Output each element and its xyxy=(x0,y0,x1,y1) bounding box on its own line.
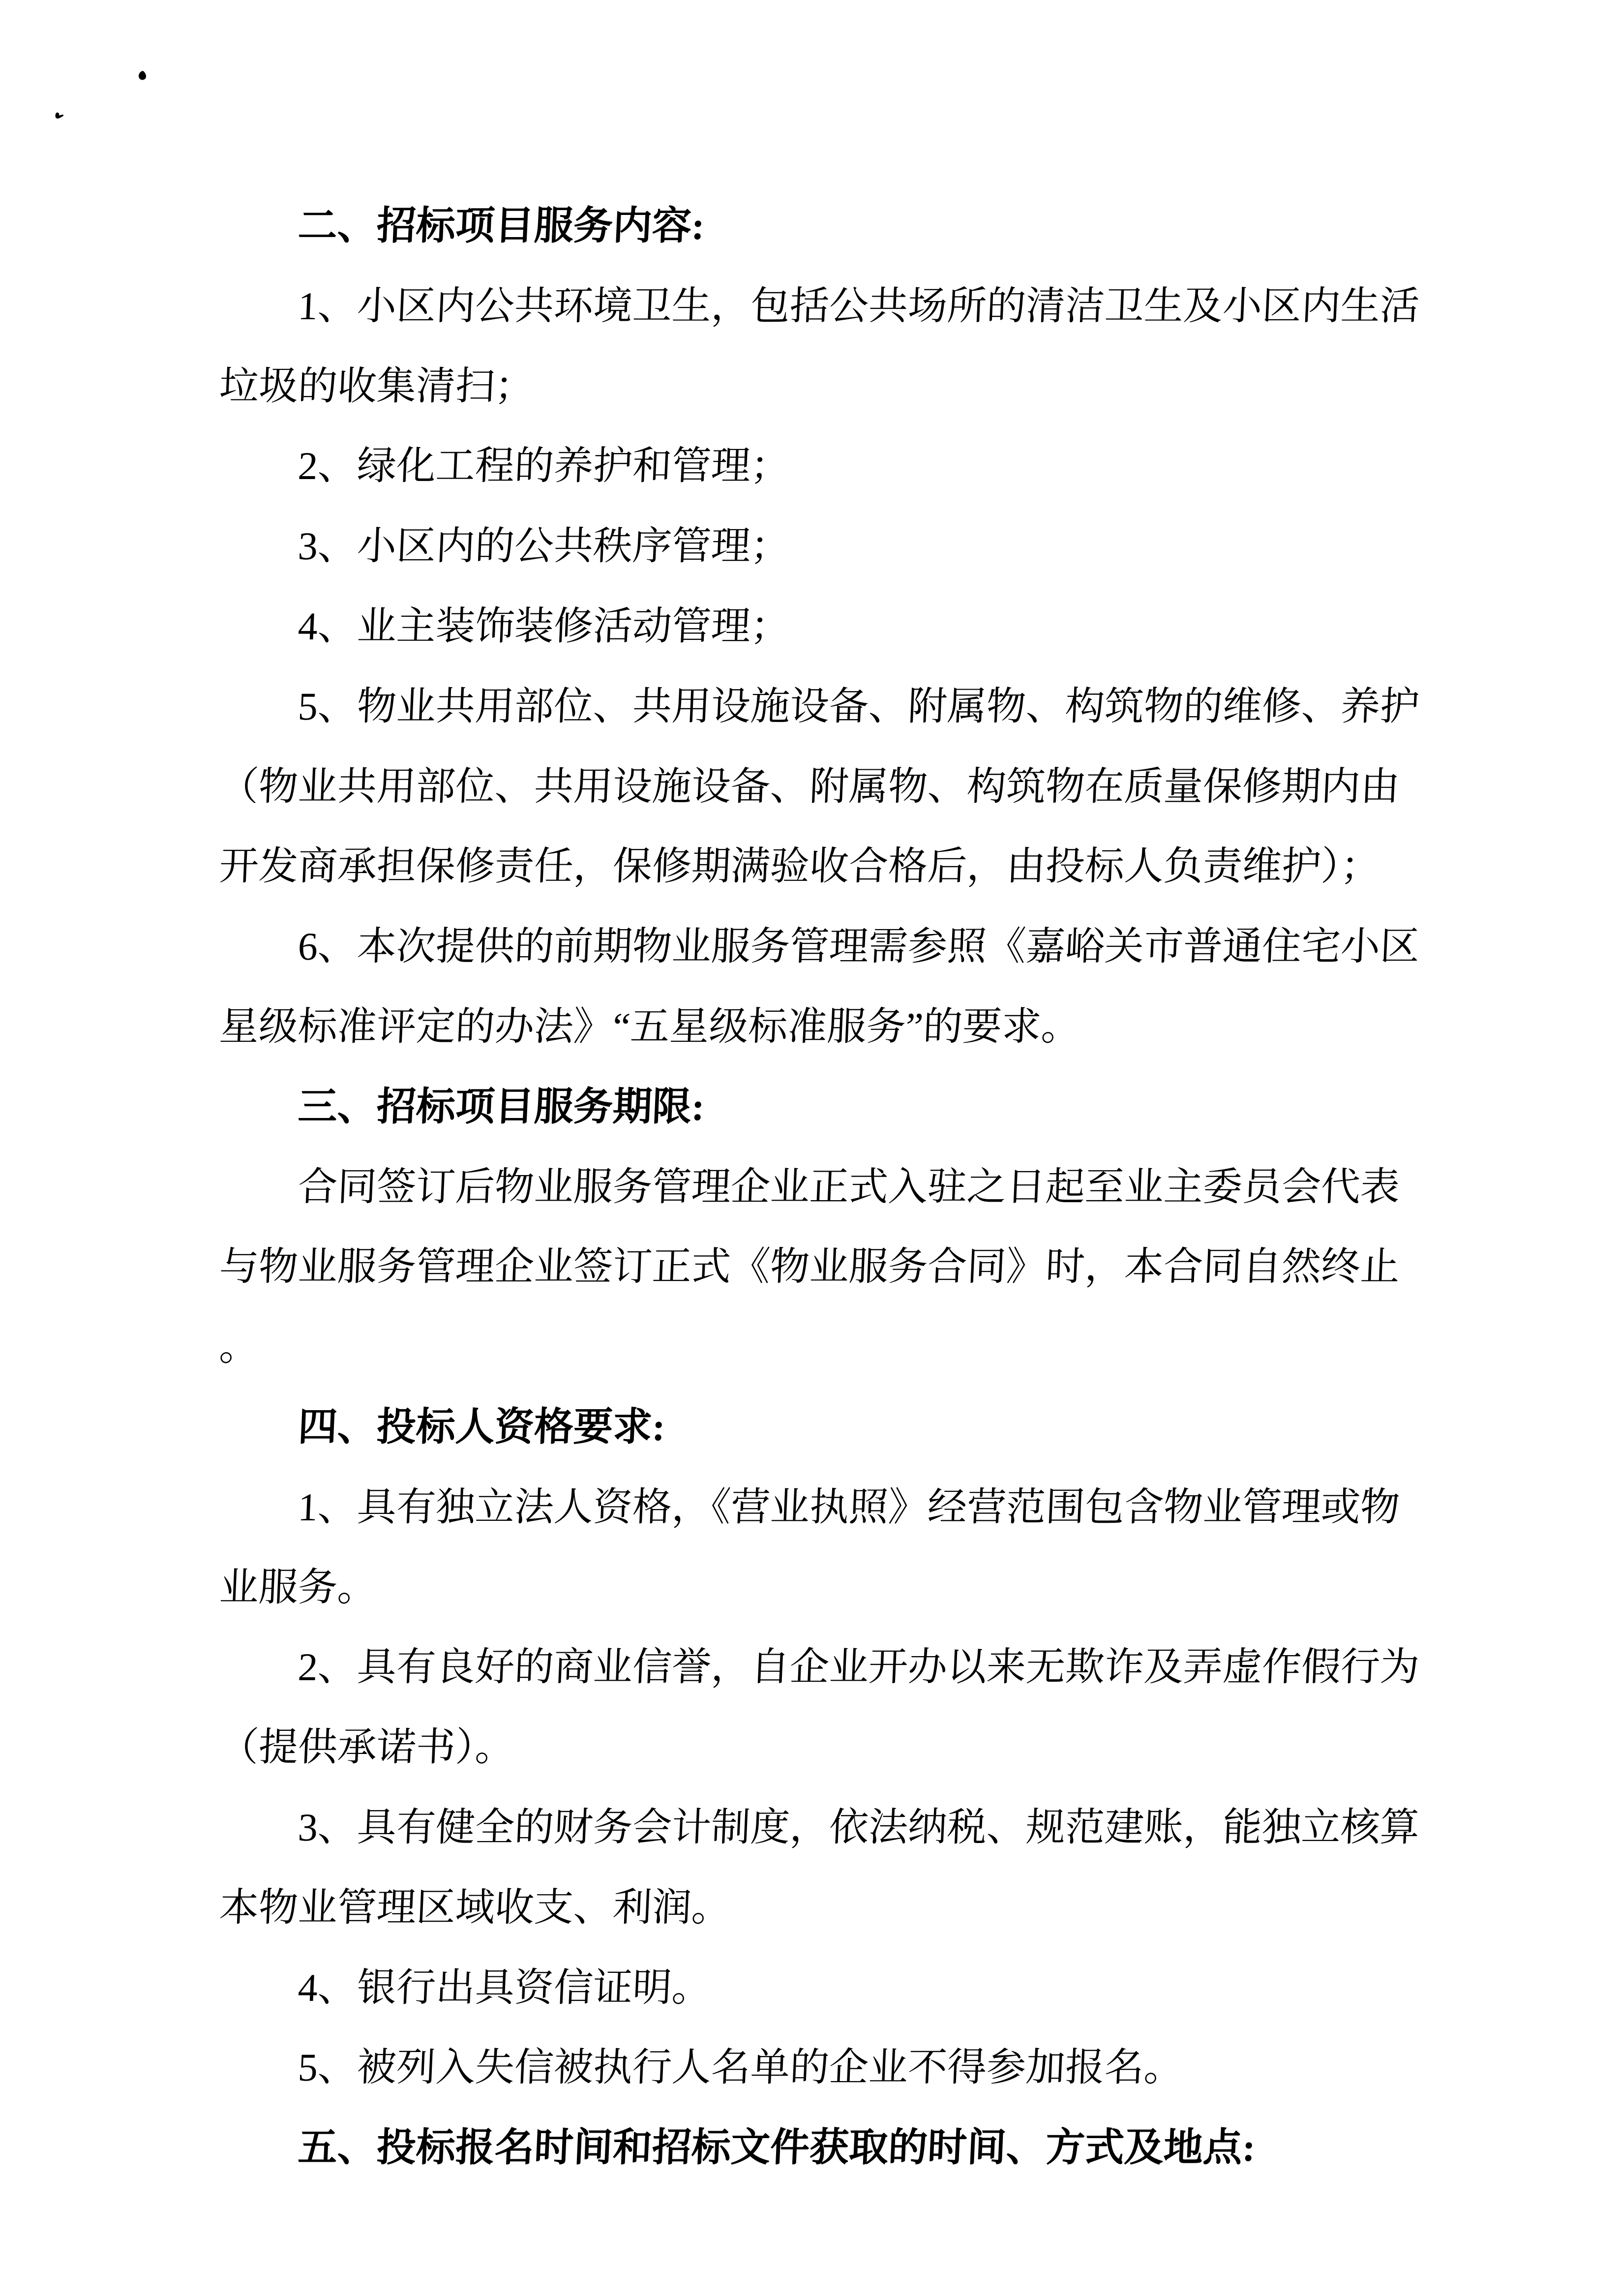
text-line: 2、绿化工程的养护和管理； xyxy=(297,445,791,488)
text-line: 5、被列入失信被执行人名单的企业不得参加报名。 xyxy=(297,2046,1184,2090)
text-line: （提供承诺书）。 xyxy=(218,1726,515,1770)
text-line: 垃圾的收集清扫； xyxy=(218,364,535,408)
text-line: 合同签订后物业服务管理企业正式入驻之日起至业主委员会代表 xyxy=(297,1165,1401,1209)
text-line: 1、具有独立法人资格，《营业执照》经营范围包含物业管理或物 xyxy=(297,1485,1401,1529)
text-line: 5、物业共用部位、共用设施设备、附属物、构筑物的维修、养护 xyxy=(297,685,1420,728)
section-heading: 五、投标报名时间和招标文件获取的时间、方式及地点: xyxy=(297,2126,1257,2170)
text-line: 本物业管理区域收支、利润。 xyxy=(218,1886,732,1930)
text-line: 2、具有良好的商业信誉，自企业开办以来无欺诈及弄虚作假行为 xyxy=(297,1646,1420,1690)
text-line: 。 xyxy=(218,1326,260,1369)
text-line: （物业共用部位、共用设施设备、附属物、构筑物在质量保修期内由 xyxy=(218,765,1401,809)
text-line: 开发商承担保修责任，保修期满验收合格后，由投标人负责维护）； xyxy=(218,845,1381,889)
ink-speck-icon xyxy=(55,112,64,120)
text-line: 4、银行出具资信证明。 xyxy=(297,1966,712,2010)
section-heading: 二、招标项目服务内容: xyxy=(297,205,706,248)
section-heading: 四、投标人资格要求: xyxy=(297,1405,666,1449)
text-line: 与物业服务管理企业签订正式《物业服务合同》时，本合同自然终止 xyxy=(218,1245,1401,1289)
ink-speck-icon xyxy=(138,71,147,80)
document-body xyxy=(219,186,1469,2188)
text-line: 3、小区内的公共秩序管理； xyxy=(297,525,791,569)
text-line: 1、小区内公共环境卫生，包括公共场所的清洁卫生及小区内生活 xyxy=(297,284,1420,328)
text-line: 4、业主装饰装修活动管理； xyxy=(297,604,791,648)
text-line: 6、本次提供的前期物业服务管理需参照《嘉峪关市普通住宅小区 xyxy=(297,925,1420,969)
text-line: 星级标准评定的办法》“五星级标准服务”的要求。 xyxy=(218,1005,1081,1049)
text-line: 3、具有健全的财务会计制度，依法纳税、规范建账，能独立核算 xyxy=(297,1806,1420,1849)
section-heading: 三、招标项目服务期限: xyxy=(297,1085,706,1129)
text-line: 业服务。 xyxy=(218,1566,378,1609)
